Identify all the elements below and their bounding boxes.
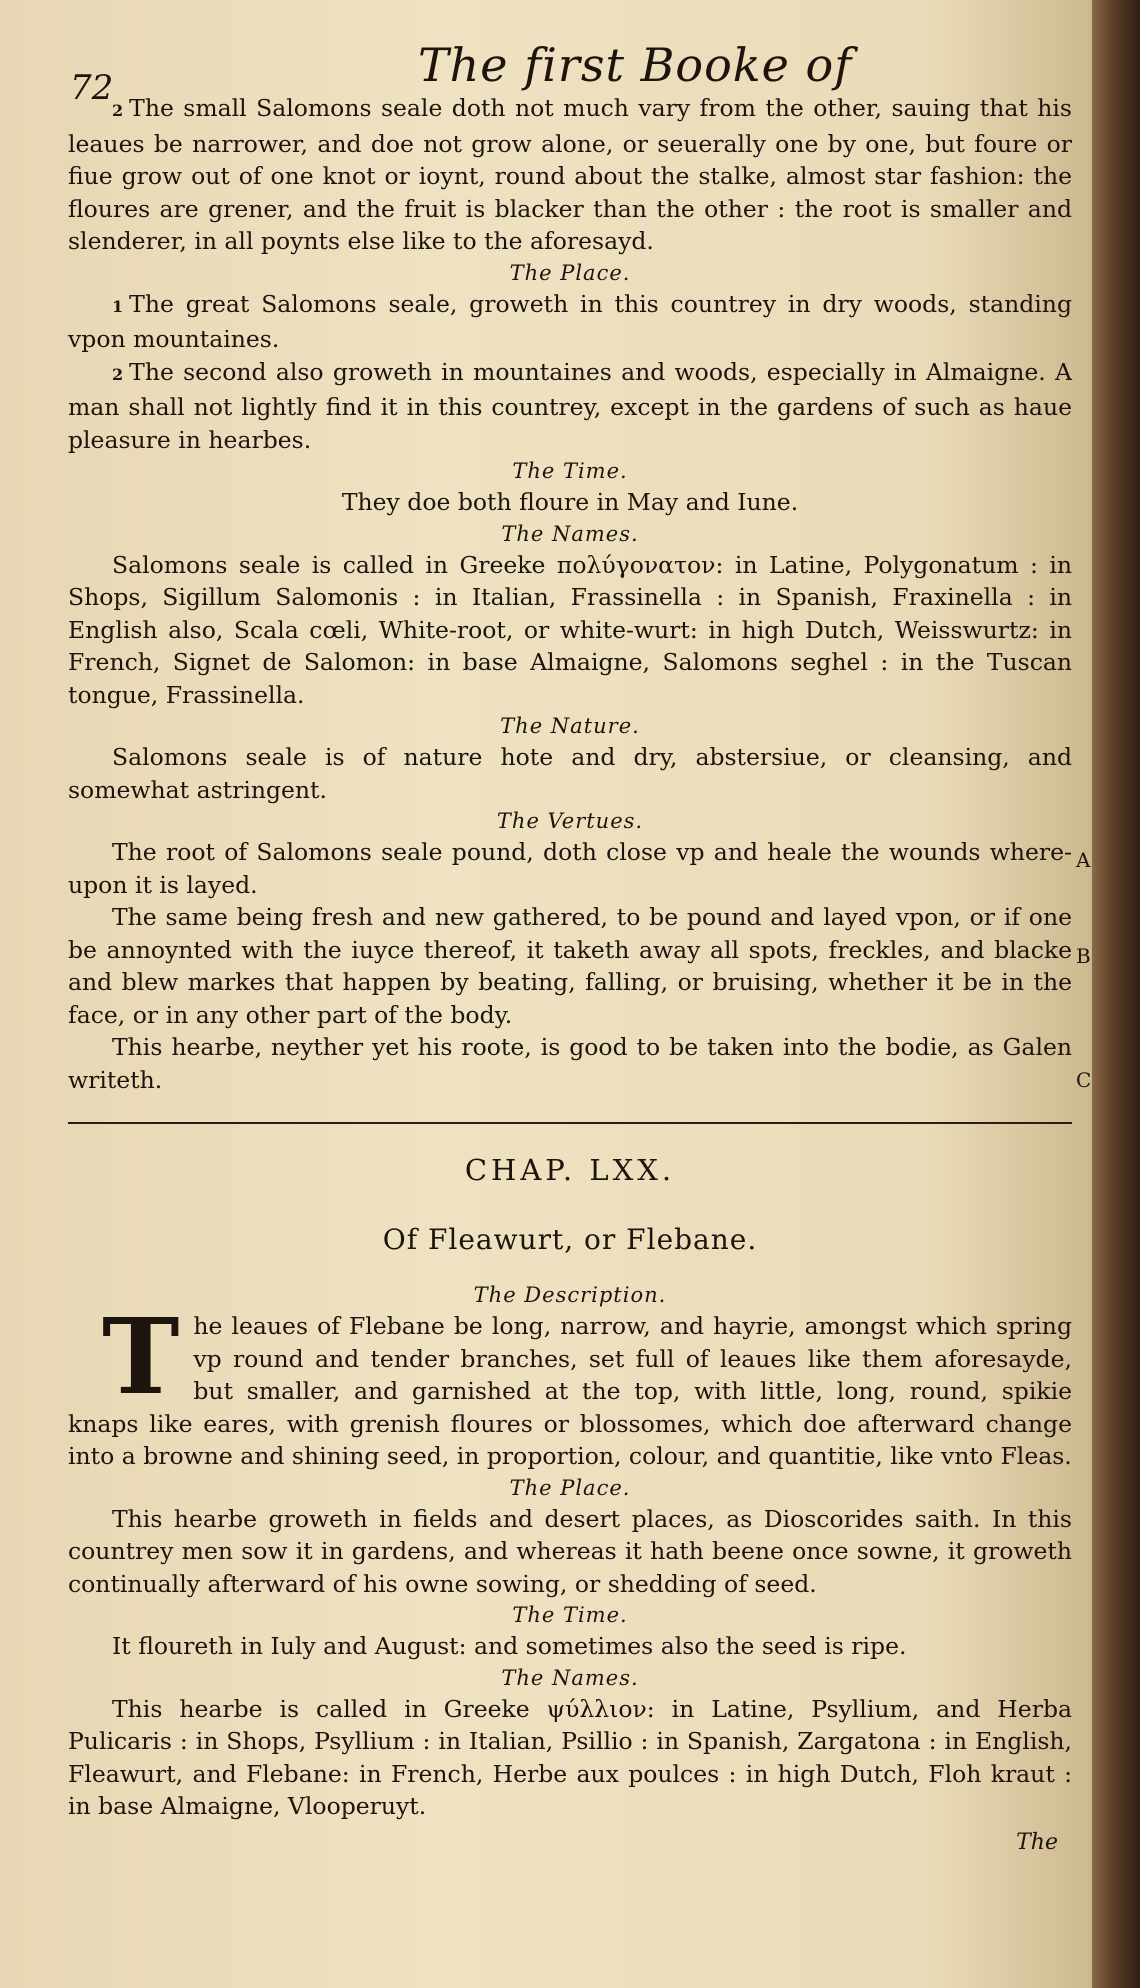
running-title: The first Booke of (418, 38, 853, 92)
heading-names: The Names. (501, 521, 639, 546)
section-divider (68, 1122, 1072, 1124)
paragraph-description: The leaues of Flebane be long, narrow, and hayrie, amongst which spring vp round and tender branches, set full of leaues like them aforesayde, but smaller, and garnished at the top, with little, long, round, spikie knaps like eares, with grenish floures or blossomes, which doe afterward change into a browne and shining seed, in proportion, colour, and quantitie, like vnto Fleas. (68, 1295, 1072, 1470)
paragraph-flebane-names: This hearbe is called in Greeke ψύλλιον: in Latine, Psyllium, and Herba Pulicaris : in Shops, Psyllium : in Italian, Psillio : in Spanish, Zargatona : in English, Fleawurt, and Flebane: in French, Herbe aux poulces : in high Dutch, Floh kraut : in base Almaigne, Vlooperuyt. (68, 1694, 1072, 1820)
catchword: The (1016, 1829, 1058, 1855)
paragraph-flebane-time: It floureth in Iuly and August: and sometimes also the seed is ripe. (112, 1632, 907, 1660)
paragraph-place-1: 1 The great Salomons seale, groweth in this countrey in dry woods, standing vpon mountaines. (68, 289, 1072, 353)
heading-vertues: The Vertues. (496, 809, 644, 833)
paragraph-time: They doe both floure in May and Iune. (341, 488, 799, 516)
chapter-number: CHAP. LXX. (464, 1153, 676, 1187)
page-number: 72 (70, 68, 114, 108)
heading-names-2: The Names. (501, 1665, 639, 1690)
paragraph-names: Salomons seale is called in Greeke πολύγονατον: in Latine, Polygonatum : in Shops, Sigillum Salomonis : in Italian, Frassinella : in Spanish, Fraxinella : in English also, Scala cœli, White-root, or white-wurt: in high Dutch, Weisswurtz: in French, Signet de Salomon: in base Almaigne, Salomons seghel : in the Tuscan tongue, Frassinella. (68, 550, 1072, 709)
heading-nature: The Nature. (500, 714, 640, 738)
heading-time: The Time. (512, 459, 628, 483)
paragraph-vertue-a: The root of Salomons seale pound, doth close vp and heale the wounds where-upon it is layed. (68, 838, 1072, 899)
heading-description: The Description. (473, 1283, 667, 1307)
drop-cap: T (102, 1295, 180, 1418)
page-text (68, 92, 1072, 1863)
margin-letter-b: B (1076, 944, 1091, 968)
paragraph-vertue-b: The same being fresh and new gathered, to be pound and layed vpon, or if one be annoynted with the iuyce thereof, it taketh away all spots, freckles, and blacke and blew markes that happen by beating, falling, or bruising, whether it be in the face, or in any other part of the body. (68, 903, 1072, 1029)
paragraph-vertue-c: This hearbe, neyther yet his roote, is good to be taken into the bodie, as Galen writeth. (68, 1033, 1072, 1094)
paragraph-small-salomons-seale: 2 The small Salomons seale doth not much vary from the other, sauing that his leaues be narrower, and doe not grow alone, or seuerally one by one, but foure or fiue grow out of one knot or ioynt, round about the stalke, almost star fashion: the floures are grener, and the fruit is blacker than the other : the root is smaller and slenderer, in all poynts else like to the aforesayd. (68, 94, 1072, 255)
paragraph-nature: Salomons seale is of nature hote and dry, abstersiue, or cleansing, and somewhat astringent. (68, 743, 1072, 804)
heading-place: The Place. (509, 260, 631, 285)
heading-time-2: The Time. (512, 1603, 628, 1627)
margin-letter-a: A (1076, 848, 1091, 872)
paragraph-flebane-place: This hearbe groweth in fields and desert places, as Dioscorides saith. In this countrey men sow it in gardens, and whereas it hath beene once sowne, it groweth continually afterward of his owne sowing, or shedding of seed. (68, 1504, 1072, 1598)
page-edge-shadow (1092, 0, 1140, 1988)
margin-letter-c: C (1076, 1068, 1092, 1092)
heading-place-2: The Place. (509, 1475, 631, 1500)
chapter-title: Of Fleawurt, or Flebane. (382, 1223, 758, 1256)
paragraph-place-2: 2 The second also groweth in mountaines and woods, especially in Almaigne. A man shall not lightly find it in this countrey, except in the gardens of such as haue pleasure in hearbes. (68, 357, 1072, 454)
